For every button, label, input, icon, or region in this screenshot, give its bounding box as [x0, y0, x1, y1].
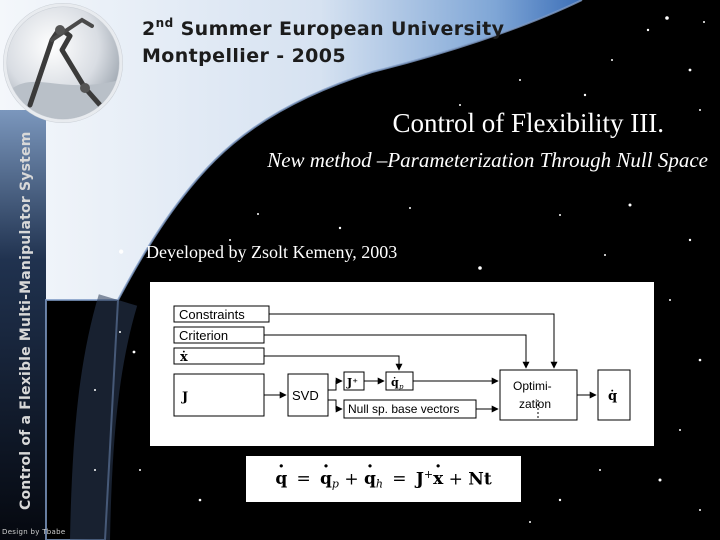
bullet-dot: • [118, 242, 125, 262]
header-event-line [142, 16, 504, 40]
header-ordinal-number: 2 [142, 18, 156, 40]
design-credit: Design by Tbabe [2, 528, 66, 536]
svd-label: SVD [292, 388, 319, 403]
formula-panel [246, 456, 521, 502]
bullet-text: Developed by Zsolt Kemeny, 2003 [146, 242, 398, 262]
pseudo-inverse-label: J⁺ [347, 376, 359, 389]
jacobian-label: J [182, 390, 189, 405]
qp-label: q̇ [391, 376, 399, 389]
criterion-label: Criterion [179, 328, 229, 343]
bullet-item [118, 242, 397, 263]
xdot-label: ẋ [180, 350, 188, 365]
null-space-label: Null sp. base vectors [348, 402, 460, 416]
slide-subtitle: New method –Parameterization Through Null Space [267, 148, 708, 172]
slide-title: Control of Flexibility III. [392, 108, 664, 138]
formula-pseudo-inverse-sup: + [423, 467, 434, 481]
output-label: q̇ [608, 389, 618, 404]
block-diagram [150, 282, 654, 446]
formula-xdot: x · [433, 469, 443, 489]
formula-jacobian: J [415, 469, 424, 490]
formula-term1: q · [320, 469, 332, 489]
qp-subscript: p [399, 383, 404, 391]
sidebar-vertical-title: Control of a Flexible Multi-Manipulator System [18, 131, 34, 510]
formula-term2: q · [364, 469, 376, 489]
formula-equals-2: = [392, 469, 407, 490]
formula-term2-subscript: h [375, 477, 383, 491]
header-location-line: Montpellier - 2005 [142, 45, 347, 67]
null-space-formula [275, 468, 491, 491]
header-ordinal-suffix: nd [155, 16, 174, 30]
optimization-label-line1: Optimi- [513, 379, 552, 393]
constraints-label: Constraints [179, 307, 245, 322]
formula-lhs: q · [275, 469, 287, 489]
block-diagram-panel [150, 282, 654, 446]
formula-equals-1: = [296, 469, 311, 490]
formula-plus-2: + [448, 469, 463, 490]
header-event-name: Summer European University [173, 18, 505, 40]
formula-plus-1: + [344, 469, 359, 490]
formula-term1-subscript: p [331, 477, 339, 491]
optimization-label-line2: zation [519, 397, 552, 411]
formula-nt: Nt [468, 469, 492, 490]
